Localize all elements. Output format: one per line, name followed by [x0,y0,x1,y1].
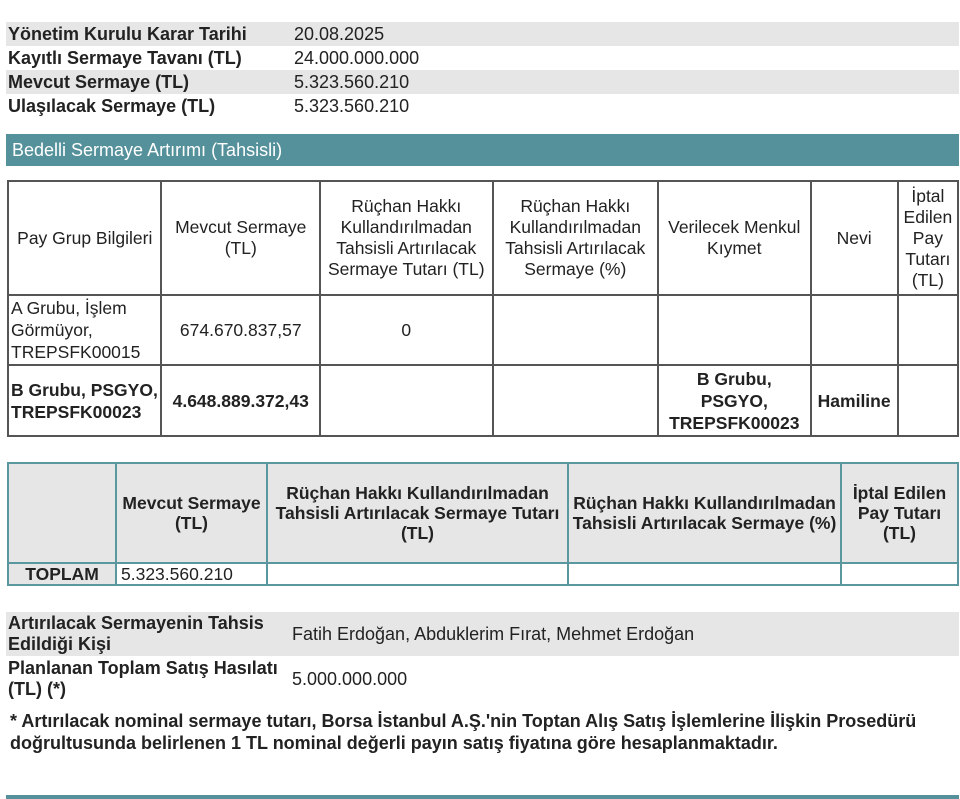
table-cell: B Grubu, PSGYO, TREPSFK00023 [8,365,161,436]
table-cell [568,563,841,585]
allocation-value: 5.000.000.000 [292,668,408,689]
info-label: Mevcut Sermaye (TL) [6,70,292,94]
table-cell [320,365,493,436]
info-value: 5.323.560.210 [292,70,959,94]
table-cell [493,365,659,436]
table-cell: A Grubu, İşlem Görmüyor, TREPSFK00015 [8,295,161,365]
info-row-target-capital [6,94,959,118]
info-label: Yönetim Kurulu Karar Tarihi [6,22,292,46]
table-cell: 5.323.560.210 [116,563,267,585]
total-row [8,563,958,585]
column-header [8,463,116,563]
info-row-registered-capital [6,46,959,70]
table-cell [898,295,958,365]
table-cell: 4.648.889.372,43 [161,365,320,436]
column-header: Nevi [811,181,898,295]
info-value: 20.08.2025 [292,22,959,46]
column-header: İptal Edilen Pay Tutarı (TL) [841,463,958,563]
allocation-row-persons [6,612,959,656]
table-cell: Hamiline [811,365,898,436]
table-cell [841,563,958,585]
table-row [8,295,958,365]
info-label: Ulaşılacak Sermaye (TL) [8,96,216,116]
table-cell [267,563,568,585]
table-header-row [8,463,958,563]
table-cell: 674.670.837,57 [161,295,320,365]
allocation-value: Fatih Erdoğan, Abduklerim Fırat, Mehmet Erdoğan [290,612,959,656]
column-header: Rüçhan Hakkı Kullandırılmadan Tahsisli Artırılacak Sermaye Tutarı (TL) [320,181,493,295]
column-header: Rüçhan Hakkı Kullandırılmadan Tahsisli Artırılacak Sermaye (%) [568,463,841,563]
info-label: Kayıtlı Sermaye Tavanı (TL) [8,48,242,68]
capital-info-table [6,22,959,118]
table-row [8,365,958,436]
info-value: 24.000.000.000 [294,48,420,68]
table-cell [493,295,659,365]
allocation-label: Planlanan Toplam Satış Hasılatı (TL) (*) [8,658,278,699]
bottom-divider [6,795,959,799]
allocation-label: Artırılacak Sermayenin Tahsis Edildiği Kişi [6,612,290,656]
info-row-current-capital [6,70,959,94]
column-header: İptal Edilen Pay Tutarı (TL) [898,181,958,295]
table-cell [811,295,898,365]
allocation-row-proceeds [6,656,959,702]
table-cell: 0 [320,295,493,365]
table-header-row [8,181,958,295]
column-header: Mevcut Sermaye (TL) [161,181,320,295]
share-group-table [7,180,959,437]
column-header: Verilecek Menkul Kıymet [658,181,810,295]
info-row-board-date [6,22,959,46]
allocation-table [6,612,959,702]
footnote: * Artırılacak nominal sermaye tutarı, Borsa İstanbul A.Ş.'nin Toptan Alış Satış İşlemlerine İlişkin Prosedürü doğrultusunda belirlenen 1 TL nominal değerli payın satış fiyatına göre hesaplanmaktadır. [10,711,917,753]
info-value: 5.323.560.210 [294,96,410,116]
column-header: Mevcut Sermaye (TL) [116,463,267,563]
table-cell [898,365,958,436]
column-header: Rüçhan Hakkı Kullandırılmadan Tahsisli Artırılacak Sermaye Tutarı (TL) [267,463,568,563]
section-title-bar: Bedelli Sermaye Artırımı (Tahsisli) [6,134,959,166]
table-cell: B Grubu, PSGYO, TREPSFK00023 [658,365,810,436]
column-header: Pay Grup Bilgileri [8,181,161,295]
total-table [7,462,959,586]
column-header: Rüçhan Hakkı Kullandırılmadan Tahsisli Artırılacak Sermaye (%) [493,181,659,295]
table-cell [658,295,810,365]
total-label: TOPLAM [8,563,116,585]
